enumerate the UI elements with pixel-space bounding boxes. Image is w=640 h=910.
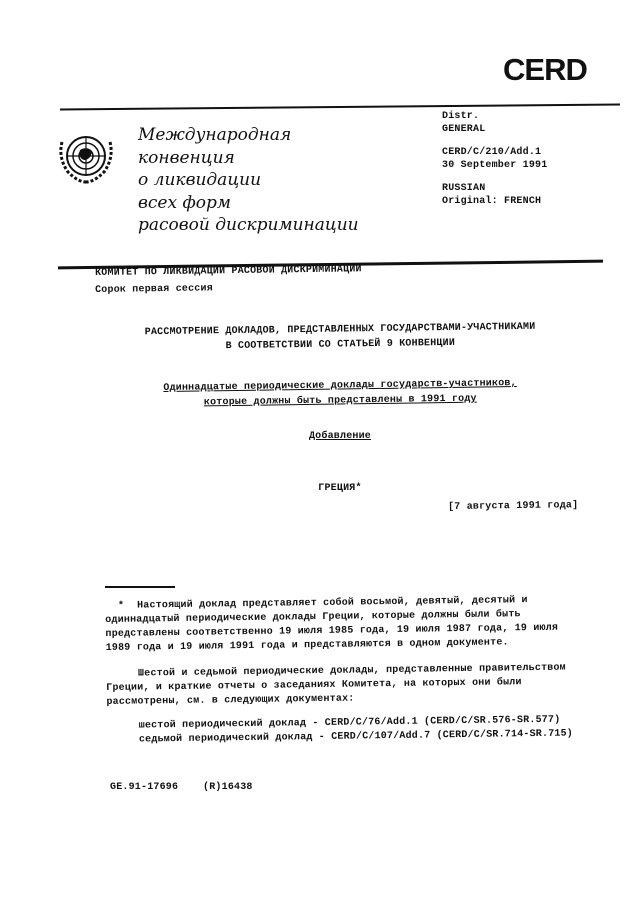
document-language: RUSSIAN (442, 183, 486, 194)
document-symbol: CERD/C/210/Add.1 (442, 147, 542, 158)
committee-name: КОМИТЕТ ПО ЛИКВИДАЦИИ РАСОВОЙ ДИСКРИМИНАЦИИ (95, 264, 362, 279)
distribution: GENERAL (442, 124, 486, 135)
distr-label: Distr. (442, 111, 480, 122)
title-line: Международная (138, 125, 292, 145)
title-line: всех форм (138, 192, 231, 213)
heading-line: В СООТВЕТСТВИИ СО СТАТЬЕЙ 9 КОНВЕНЦИИ (225, 337, 456, 353)
country-name: ГРЕЦИЯ* (318, 483, 362, 494)
footnote (105, 593, 573, 747)
title-line: о ликвидации (138, 170, 262, 190)
subheading-line: которые должны быть представлены в 1991 году (203, 393, 477, 409)
title-line: конвенция (138, 147, 235, 168)
footnote-marker: * (117, 600, 125, 612)
addendum-label: Добавление (308, 431, 371, 442)
un-emblem-icon (54, 128, 118, 188)
section-heading (90, 319, 590, 356)
report-date: [7 августа 1991 года] (448, 500, 579, 513)
header-rule (60, 104, 620, 110)
document-meta (442, 110, 547, 208)
footnote-line: Греции, и краткие отчеты о заседаниях Комитета, на которых они были (106, 677, 522, 694)
title-line: расовой дискриминации (138, 215, 359, 235)
heading-line: РАССМОТРЕНИЕ ДОКЛАДОВ, ПРЕДСТАВЛЕННЫХ ГОСУДАРСТВАМИ-УЧАСТНИКАМИ (144, 321, 536, 339)
document-reference: седьмой периодический доклад - CERD/C/107/Add.7 (CERD/C/SR.714-SR.715) (138, 728, 574, 746)
footnote-rule (105, 586, 175, 588)
footnote-line: представлены соответственно 19 июля 1985 года, 19 июля 1987 года, 19 июля (105, 622, 559, 640)
footnote-line: 1989 года и 19 июля 1991 года и представляются в одном документе. (105, 637, 509, 654)
subheading-line: Одиннадцатые периодические доклады государств-участников, (163, 378, 517, 394)
document-reference: шестой периодический доклад - CERD/C/76/Add.1 (CERD/C/SR.576-SR.577) (138, 714, 561, 732)
cerd-logo: CERD (503, 52, 587, 87)
subheading (90, 375, 590, 412)
job-number: GE.91-17696 (R)16438 (110, 782, 253, 793)
document-date: 30 September 1991 (442, 160, 548, 171)
footnote-line: Настоящий доклад представляет собой восьмой, девятый, десятый и (137, 595, 528, 612)
original-language: Original: FRENCH (442, 196, 542, 207)
footnote-line: одиннадцатый периодические доклады Греции, которые должны были быть (105, 609, 521, 626)
footnote-line: Шестой и седьмой периодические доклады, представленные правительством (137, 662, 566, 680)
footnote-line: рассмотрены, см. в следующих документах: (106, 693, 355, 708)
session: Сорок первая сессия (95, 283, 213, 296)
convention-title (138, 124, 359, 237)
